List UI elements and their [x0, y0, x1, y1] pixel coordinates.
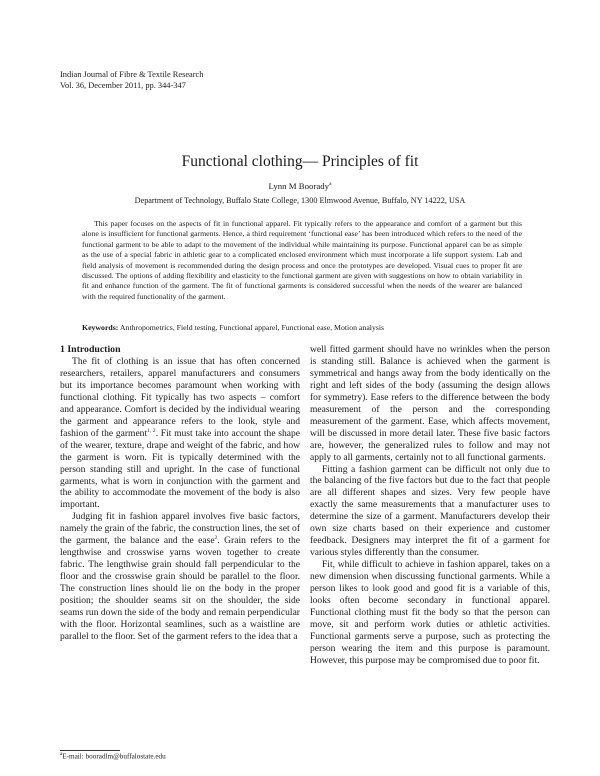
keywords-text: Anthropometrics, Field testing, Functional apparel, Functional ease, Motion analysis	[118, 323, 385, 332]
paragraph-5: Fit, while difficult to achieve in fashion apparel, takes on a new dimension when discussing functional garments. While a person likes to look good and good fit is a variable of this, looks often become secondary in functional apparel. Functional clothing must fit the body so that the person can move, sit and perform work duties or athletic activities. Functional garments serve a purpose, such as protecting the person wearing the item and this purpose is paramount. However, this purpose may be compromised due to poor fit.	[310, 559, 550, 666]
journal-volume: Vol. 36, December 2011, pp. 344-347	[60, 80, 186, 90]
keywords-label: Keywords:	[82, 323, 119, 332]
paragraph-1-text-b: . Fit must take into account the shape of the wearer, texture, drape and weight of the fabric, and how the garment is worn. Fit is typically determined with the person standing still and upright. In the case of functional garments, what is worn in conjunction with the garment and the ability to accommodate the movement of the body is also important.	[60, 427, 300, 511]
footnote	[60, 752, 166, 760]
citation-2: 2	[214, 535, 218, 542]
author-mark: a	[329, 181, 332, 188]
abstract: This paper focuses on the aspects of fit in functional apparel. Fit typically refers to the appearance and comfort of a garment but this alone is insufficient for functional garments. Hence, a third requirement ‘functional ease’ has been introduced which refers to the need of the functional garment to be able to adapt to the movement of the individual while maintaining its purpose. Functional apparel can be as simple as the use of a special fabric in athletic gear to a complicated enclosed environment which must incorporate a life support system. Lab and field analysis of movement is recommended during the design process and once the prototypes are developed. Visual cues to proper fit are discussed. The options of adding flexibility and elasticity to the functional garment are given with suggestions on how to obtain variability in fit and enhance function of the garment. The fit of functional garments is considered successful when the needs of the wearer are balanced with the required functionality of the garment.	[82, 219, 522, 301]
journal-header	[60, 70, 203, 91]
paragraph-2-text-b: . Grain refers to the lengthwise and crosswise yarns woven together to create fabric. The lengthwise grain should fall perpendicular to the floor and the crosswise grain should be parallel to the floor. The construction lines should lie on the body in the proper position; the shoulder seams sit on the shoulder, the side seams run down the side of the body and remain perpendicular with the floor. Horizontal seamlines, such as a waistline are parallel to the floor. Set of the garment refers to the idea that a	[60, 535, 300, 642]
affiliation: Department of Technology, Buffalo State College, 1300 Elmwood Avenue, Buffalo, NY 14222, USA	[134, 196, 466, 205]
journal-name: Indian Journal of Fibre & Textile Research	[60, 70, 204, 79]
keywords	[82, 323, 522, 332]
paragraph-3: well fitted garment should have no wrinkles when the person is standing still. Balance is achieved when the garment is symmetrical and hangs away from the body identically on the right and left sides of the body (assuming the design allows for symmetry). Ease refers to the difference between the body measurement of the person and the corresponding measurement of the garment. Ease, which affects movement, will be discussed in more detail later. These five basic factors are, however, the generalized rules to follow and may not apply to all garments, certainly not to all functional garments.	[310, 344, 550, 463]
right-column	[310, 344, 550, 667]
citation-1-2: 1, 2	[147, 427, 156, 434]
paragraph-2-text-a: Judging fit in fashion apparel involves five basic factors, namely the grain of the fabric, the construction lines, the set of the garment, the balance and the ease	[60, 511, 300, 547]
footnote-rule	[60, 750, 120, 751]
author-name: Lynn M Boorady	[268, 181, 330, 191]
footnote-mark: a	[60, 752, 63, 757]
paragraph-1-text-a: The fit of clothing is an issue that has often concerned researchers, retailers, apparel manufacturers and consumers but its importance becomes paramount when working with functional clothing. Fit typically has two aspects – comfort and appearance. Comfort is decided by the individual wearing the garment and appearance refers to the look, style and fashion of the garment	[60, 356, 300, 439]
paragraph-1	[60, 356, 300, 511]
footnote-email: E-mail: booradlm@buffalostate.edu	[62, 752, 166, 761]
paragraph-4: Fitting a fashion garment can be difficult not only due to the balancing of the five factors but due to the fact that people are all different shapes and sizes. Very few people have exactly the same measurements that a manufacturer uses to determine the size of a garment. Manufacturers develop their own size charts based on their experience and customer feedback. Designers may interpret the fit of a garment for various styles differently than the consumer.	[310, 463, 550, 559]
paper-title: Functional clothing— Principles of fit	[181, 153, 419, 170]
paragraph-2	[60, 511, 300, 642]
author-line	[0, 181, 600, 191]
section-heading: 1 Introduction	[60, 344, 121, 355]
left-column	[60, 344, 300, 643]
